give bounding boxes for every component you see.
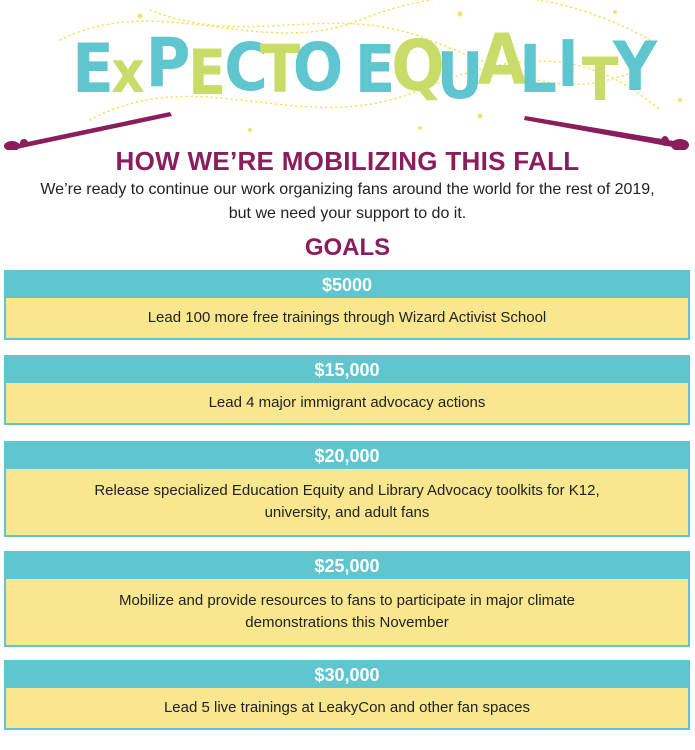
goal-card xyxy=(4,355,690,425)
goal-amount: $5000 xyxy=(6,272,688,298)
goal-description xyxy=(6,298,688,338)
goal-description-line: Lead 100 more free trainings through Wizard Activist School xyxy=(147,309,547,326)
wand-right-icon xyxy=(524,116,689,150)
goal-amount: $25,000 xyxy=(6,553,688,579)
goal-description-line: Lead 4 major immigrant advocacy actions xyxy=(208,394,486,411)
goal-description-line: Lead 5 live trainings at LeakyCon and other fan spaces xyxy=(163,699,531,716)
goal-description xyxy=(6,469,688,535)
logo-letter: L xyxy=(519,31,557,108)
logo xyxy=(0,20,695,115)
wand-left-icon xyxy=(4,112,172,150)
logo-letter: P xyxy=(145,24,191,103)
logo-letter: Y xyxy=(612,28,658,107)
page-title: HOW WE’RE MOBILIZING THIS FALL xyxy=(115,146,580,176)
logo-letter: E xyxy=(72,30,114,109)
logo-letter: T xyxy=(259,31,301,108)
goal-description xyxy=(6,688,688,728)
goal-card xyxy=(4,441,690,537)
goal-card xyxy=(4,270,690,340)
goal-description xyxy=(6,579,688,645)
goal-description-line: university, and adult fans xyxy=(264,504,430,521)
goal-card xyxy=(4,551,690,647)
logo-letter: Q xyxy=(391,25,445,107)
logo-letter: A xyxy=(477,20,527,101)
goal-amount: $15,000 xyxy=(6,357,688,383)
intro-line: We’re ready to continue our work organizing fans around the world for the rest of 2019, xyxy=(40,181,655,198)
logo-letter: C xyxy=(224,29,268,106)
logo-letter: E xyxy=(354,31,396,108)
logo-letter: x xyxy=(111,38,145,106)
intro-text xyxy=(0,178,695,226)
intro-line: but we need your support to do it. xyxy=(228,205,467,222)
goal-description-line: Release specialized Education Equity and Library Advocacy toolkits for K12, xyxy=(94,482,600,499)
goal-description xyxy=(6,383,688,423)
goal-description-line: demonstrations this November xyxy=(245,614,449,631)
logo-letter: E xyxy=(187,36,227,109)
goal-amount: $30,000 xyxy=(6,662,688,688)
goal-amount: $20,000 xyxy=(6,443,688,469)
logo-letter: I xyxy=(557,28,579,102)
goal-description-line: Mobilize and provide resources to fans to participate in major climate xyxy=(118,592,576,609)
logo-letter: U xyxy=(436,40,484,114)
goals-title: GOALS xyxy=(304,234,391,261)
logo-letter: T xyxy=(581,45,619,115)
goal-card xyxy=(4,660,690,730)
logo-letter: O xyxy=(292,29,344,106)
